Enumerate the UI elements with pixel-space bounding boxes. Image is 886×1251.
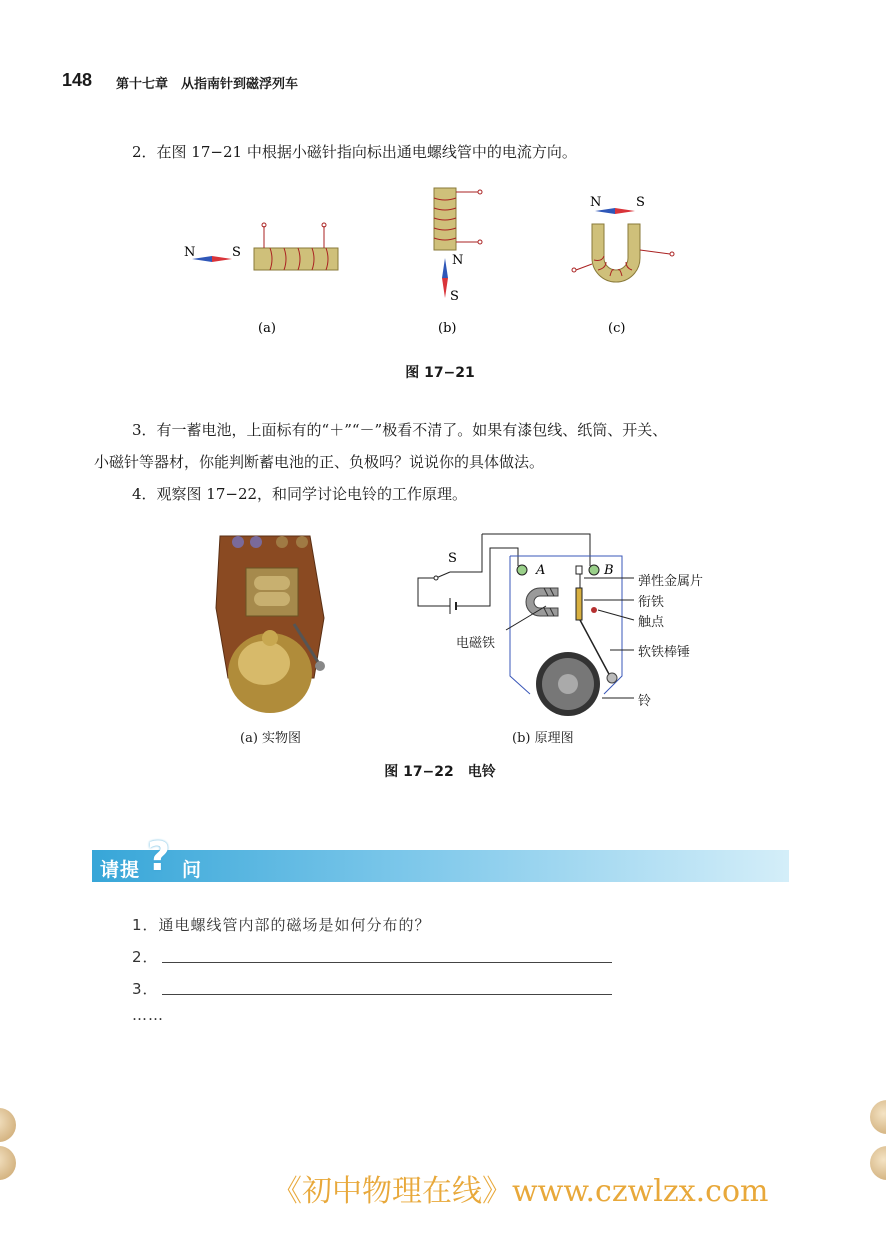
corner-decoration-left-1 [0,1108,16,1142]
pole-s-c: S [636,195,645,210]
compass-needle-b [442,258,448,298]
solenoid-b [434,188,482,250]
bell-schematic [410,526,730,726]
figure-17-22-title: 图 17−22 电铃 [384,764,496,780]
pole-n-c: N [590,195,602,210]
label-hammer: 软铁棒锤 [638,645,691,660]
question-2: 2．在图 17−21 中根据小磁针指向标出通电螺线管中的电流方向。 [132,143,577,161]
fig22-caption-a: (a) 实物图 [240,731,302,746]
corner-decoration-left-2 [0,1146,16,1180]
page-number: 148 [62,70,93,90]
ask-ellipsis: …… [132,1006,164,1024]
bell-photo [210,528,340,718]
fig21-label-a: (a) [258,321,276,336]
watermark: 《初中物理在线》www.czwlzx.com [272,1174,769,1209]
figure-17-21-title: 图 17−21 [405,365,475,381]
question-mark-icon: ? [147,834,171,880]
figure-17-21 [170,180,690,350]
corner-decoration-right-1 [870,1100,886,1134]
question-3-line-1: 3．有一蓄电池，上面标有的“＋”“－”极看不清了。如果有漆包线、纸筒、开关、 [132,421,668,439]
question-4: 4．观察图 17−22，和同学讨论电铃的工作原理。 [132,485,468,503]
fig21-label-b: (b) [438,321,457,336]
ask-item-2: 2． [132,948,159,966]
pole-n-b: N [452,253,464,268]
solenoid-a [254,223,338,270]
corner-decoration-right-2 [870,1146,886,1180]
answer-line-3 [162,994,612,995]
point-a-label: A [536,563,546,578]
u-shaped-electromagnet [572,224,674,282]
ask-item-3: 3． [132,980,159,998]
ask-banner-left: 请提 [100,859,141,881]
chapter-title: 第十七章 从指南针到磁浮列车 [116,77,299,92]
ask-item-1: 1．通电螺线管内部的磁场是如何分布的？ [132,916,431,934]
compass-needle-a [192,256,232,262]
pole-s-b: S [450,289,459,304]
label-spring-plate: 弹性金属片 [638,574,704,589]
point-b-label: B [604,563,614,578]
label-bell: 铃 [638,694,652,709]
fig21-label-c: (c) [608,321,626,336]
pole-s-a: S [232,245,241,260]
label-electromagnet: 电磁铁 [456,636,496,651]
ask-banner-right: 问 [182,859,202,881]
answer-line-2 [162,962,612,963]
label-armature: 衔铁 [638,595,665,610]
pole-n-a: N [184,245,196,260]
label-contact: 触点 [638,615,665,630]
switch-label: S [448,551,457,566]
question-3-line-2: 小磁针等器材，你能判断蓄电池的正、负极吗？说说你的具体做法。 [94,453,545,471]
fig22-caption-b: (b) 原理图 [512,731,574,746]
